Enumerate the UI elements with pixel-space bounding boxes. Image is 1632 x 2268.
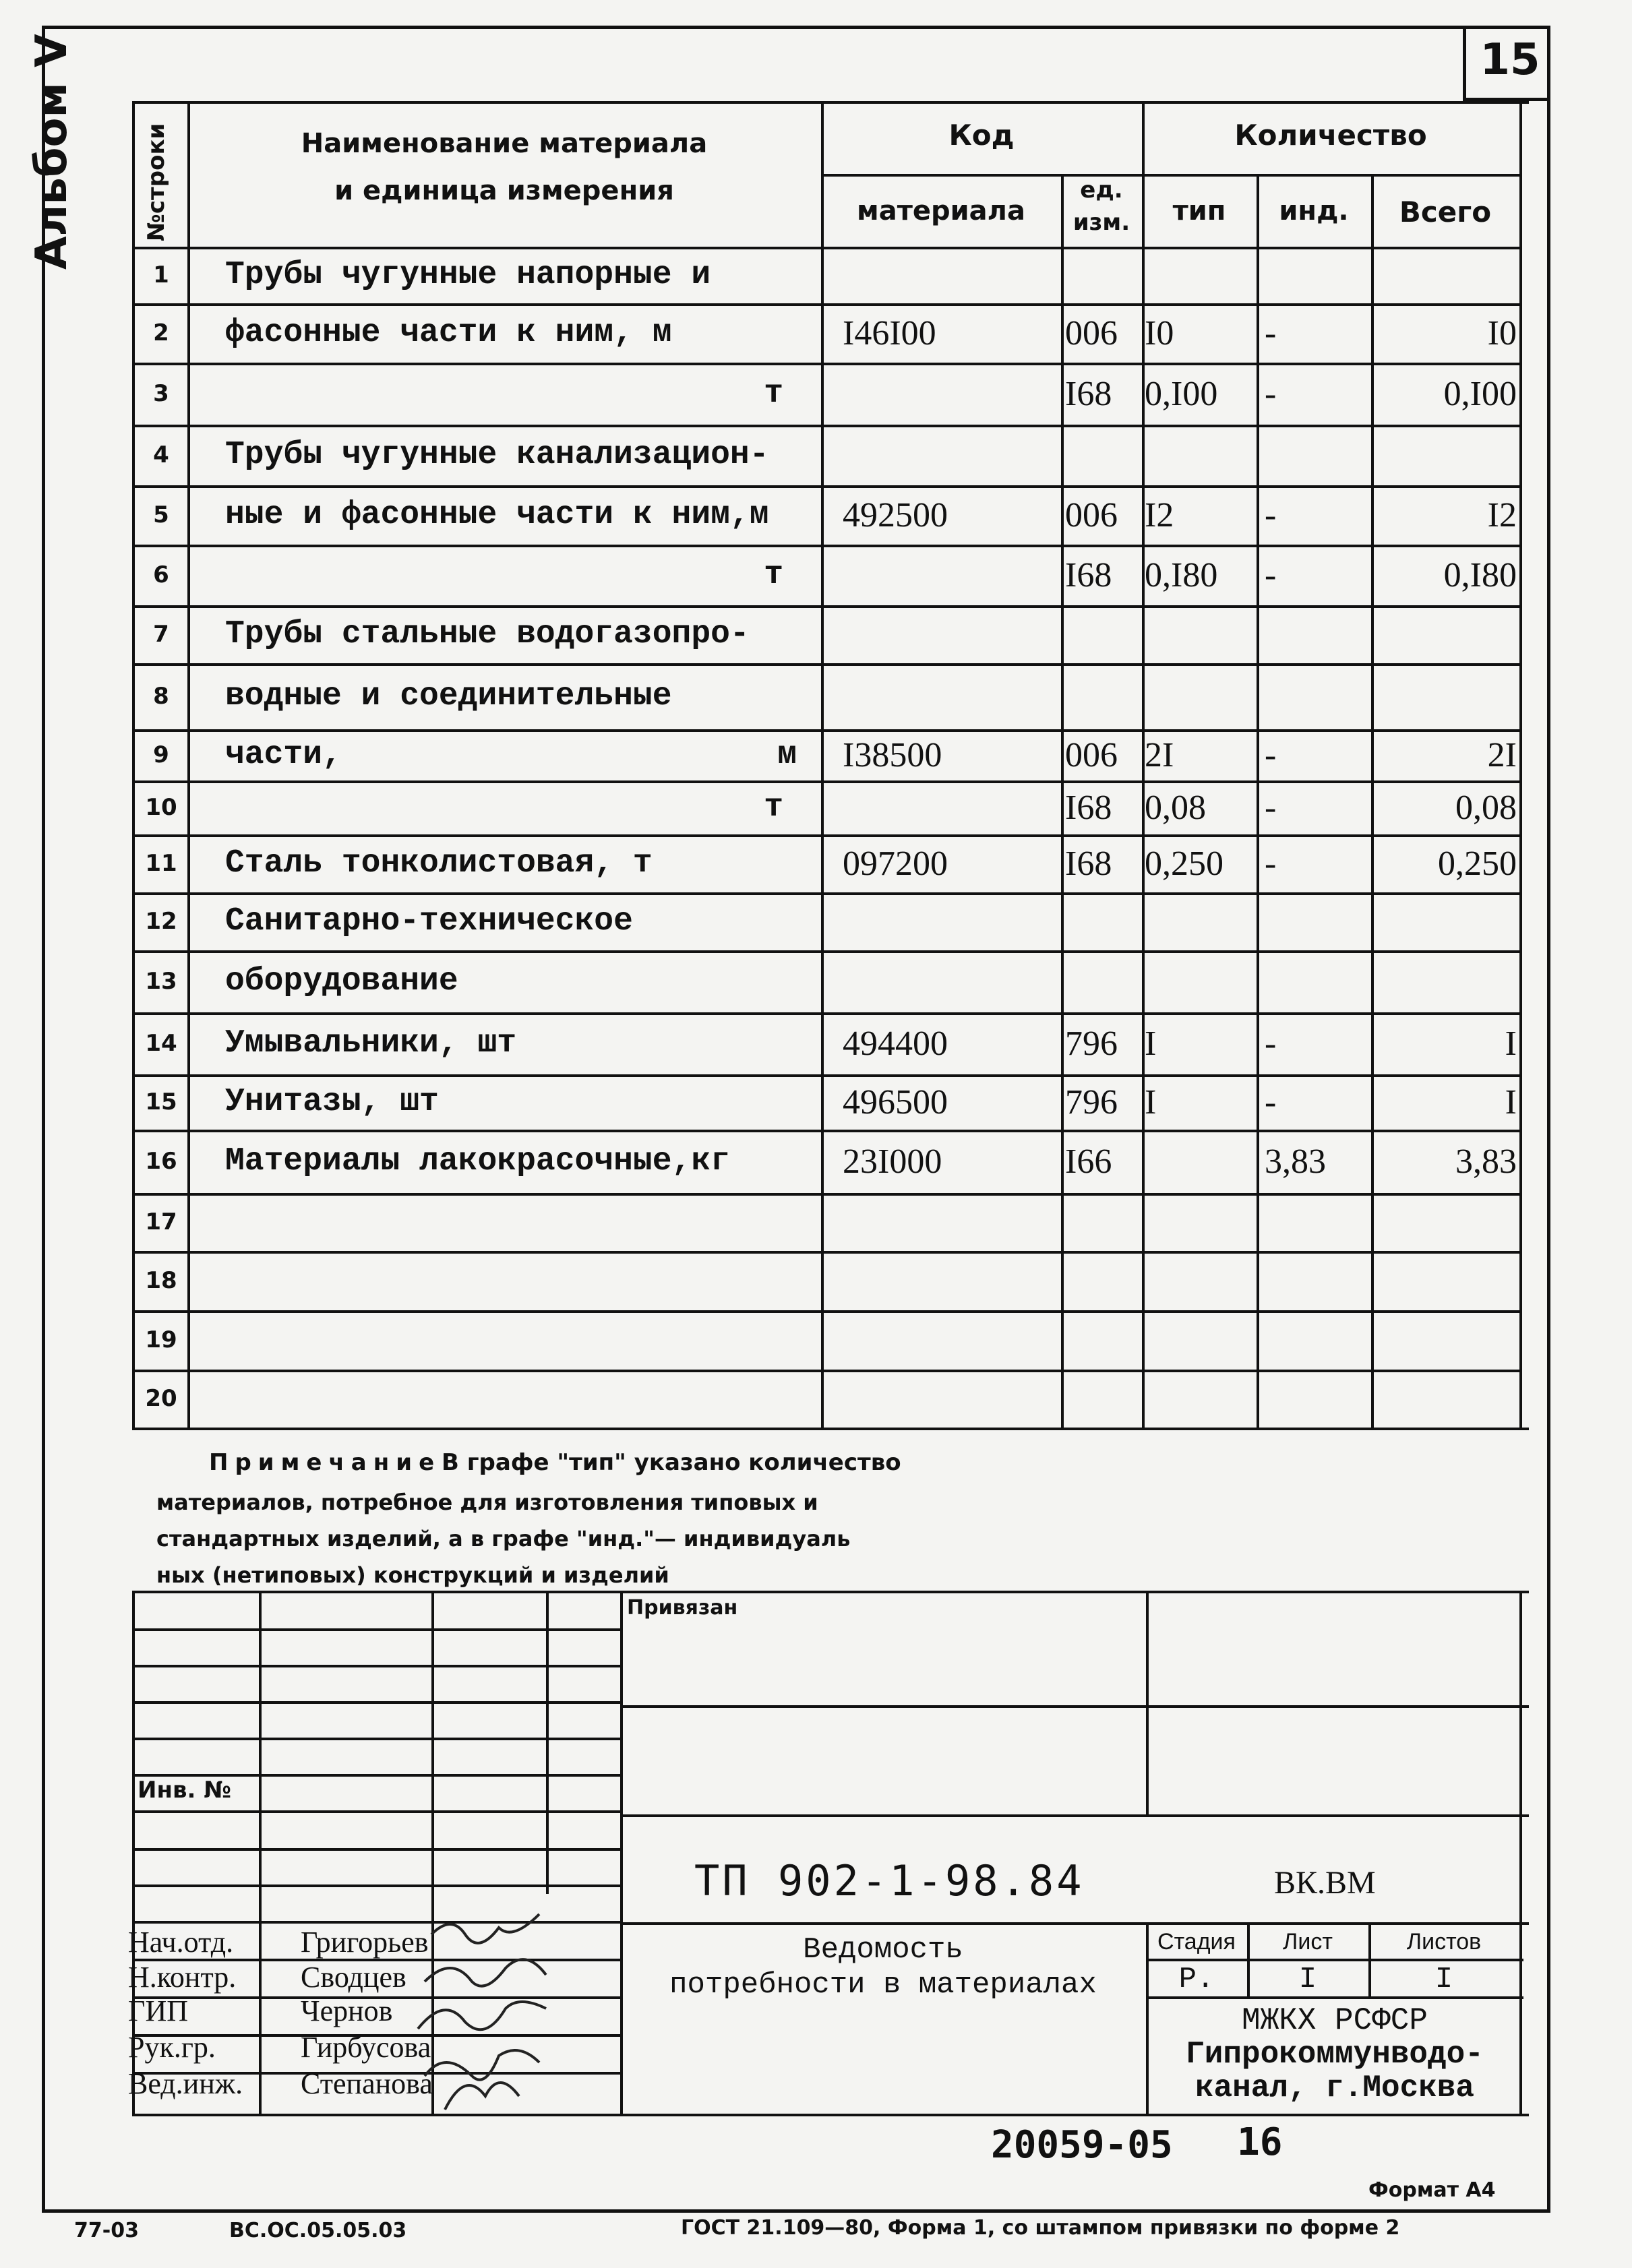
note-line3: стандартных изделий, а в графе "инд."— индивидуаль <box>156 1526 851 1552</box>
unit-code: I66 <box>1065 1142 1112 1181</box>
material-name: ные и фасонные части к ним,м <box>225 497 769 533</box>
qty-type <box>1145 950 1257 1012</box>
material-name: Унитазы, шт <box>225 1084 439 1120</box>
qty-total: 3,83 <box>1455 1142 1517 1181</box>
row-number: 15 <box>145 1089 177 1115</box>
header-qty-type: тип <box>1172 195 1226 226</box>
qty-type <box>1145 1370 1257 1428</box>
material-code <box>843 950 1058 1012</box>
qty-type: 2I <box>1145 735 1174 774</box>
material-name: Трубы чугунные напорные и <box>225 257 711 293</box>
qty-ind <box>1259 950 1377 1012</box>
qty-type <box>1145 247 1257 303</box>
qty-total <box>1375 950 1517 1012</box>
note-label: Примечание <box>209 1449 442 1476</box>
document-title-line1: Ведомость <box>803 1933 963 1967</box>
header-code: Код <box>948 119 1015 152</box>
material-name: т <box>764 375 783 412</box>
material-code: I38500 <box>843 735 942 774</box>
qty-ind: - <box>1265 495 1277 534</box>
row-number: 14 <box>145 1030 177 1057</box>
header-name-line1: Наименование материала <box>301 128 708 159</box>
row-number: 3 <box>153 380 169 407</box>
qty-ind: - <box>1265 374 1277 413</box>
qty-total: I <box>1505 1082 1517 1122</box>
qty-ind <box>1259 1370 1377 1428</box>
signatory-name: Чернов <box>301 1994 393 2027</box>
signatory-role: ГИП <box>128 1994 188 2027</box>
qty-total: 0,250 <box>1438 844 1517 883</box>
row-number: 12 <box>145 908 177 935</box>
qty-type <box>1145 1251 1257 1310</box>
qty-total: I0 <box>1487 313 1517 353</box>
qty-total <box>1375 663 1517 729</box>
signatory-name: Григорьев <box>301 1926 429 1959</box>
qty-total: I <box>1505 1024 1517 1063</box>
unit-code <box>1065 1310 1139 1370</box>
unit-code: I68 <box>1065 788 1112 827</box>
document-code: ТП 902-1-98.84 <box>694 1856 1085 1905</box>
qty-type <box>1145 425 1257 485</box>
archive-page: 16 <box>1237 2120 1283 2164</box>
qty-ind: - <box>1265 735 1277 774</box>
handwritten-signatures <box>404 1907 580 2123</box>
footer-left-2: ВС.ОС.05.05.03 <box>229 2219 407 2242</box>
signatory-name: Степанова <box>301 2067 433 2100</box>
sheets-value: I <box>1434 1963 1453 1996</box>
row-number: 20 <box>145 1385 177 1412</box>
unit-code <box>1065 605 1139 663</box>
document-title-line2: потребности в материалах <box>669 1968 1097 2002</box>
qty-type: I <box>1145 1024 1157 1063</box>
format-label: Формат А4 <box>1368 2178 1496 2202</box>
material-code: 494400 <box>843 1024 948 1063</box>
qty-total: 0,08 <box>1455 788 1517 827</box>
unit-code <box>1065 892 1139 950</box>
material-name: т <box>764 789 783 826</box>
sheets-label: Листов <box>1406 1929 1482 1955</box>
material-code <box>843 1370 1058 1428</box>
document-mark: ВК.ВМ <box>1274 1865 1376 1901</box>
unit-code: 006 <box>1065 735 1118 774</box>
material-code: 097200 <box>843 844 948 883</box>
stage-label: Стадия <box>1157 1929 1236 1955</box>
signatory-role: Рук.гр. <box>128 2031 216 2064</box>
qty-total <box>1375 892 1517 950</box>
header-code-material: материала <box>857 195 1025 226</box>
qty-type: 0,I80 <box>1145 555 1218 594</box>
material-name: Материалы лакокрасочные,кг <box>225 1143 730 1179</box>
qty-total <box>1375 1193 1517 1251</box>
qty-type <box>1145 1310 1257 1370</box>
material-name: Умывальники, шт <box>225 1025 517 1062</box>
unit-code: I68 <box>1065 844 1112 883</box>
qty-type <box>1145 1130 1257 1193</box>
material-code <box>843 425 1058 485</box>
unit-code <box>1065 663 1139 729</box>
row-number: 2 <box>153 319 169 346</box>
unit-code <box>1065 1370 1139 1428</box>
inventory-number-label: Инв. № <box>138 1777 232 1804</box>
material-name <box>190 1251 852 1310</box>
material-name <box>190 1370 852 1428</box>
qty-ind: - <box>1265 555 1277 594</box>
material-code <box>843 892 1058 950</box>
qty-ind <box>1259 247 1377 303</box>
row-number: 13 <box>145 968 177 995</box>
material-code <box>843 605 1058 663</box>
header-code-unit-2: изм. <box>1072 209 1130 236</box>
row-number: 6 <box>153 561 169 588</box>
qty-ind <box>1259 892 1377 950</box>
qty-type <box>1145 892 1257 950</box>
row-number: 11 <box>145 850 177 877</box>
unit-code <box>1065 950 1139 1012</box>
qty-ind <box>1259 1310 1377 1370</box>
material-code <box>843 1310 1058 1370</box>
material-name: части, <box>225 737 342 773</box>
qty-type: I <box>1145 1082 1157 1122</box>
row-number: 19 <box>145 1326 177 1353</box>
footer-right: ГОСТ 21.109—80, Форма 1, со штампом привязки по форме 2 <box>681 2216 1400 2240</box>
sheet-value: I <box>1298 1963 1317 1996</box>
material-name: Трубы чугунные канализацион- <box>225 437 769 473</box>
material-code <box>843 363 1058 425</box>
signatory-role: Нач.отд. <box>128 1926 234 1959</box>
unit-code <box>1065 247 1139 303</box>
qty-ind: - <box>1265 788 1277 827</box>
qty-total <box>1375 425 1517 485</box>
signatory-role: Вед.инж. <box>128 2067 243 2100</box>
row-number: 8 <box>153 683 169 710</box>
qty-total: 2I <box>1487 735 1517 774</box>
signatory-name: Сводцев <box>301 1961 406 1994</box>
organization-line3: канал, г.Москва <box>1195 2071 1475 2106</box>
qty-total <box>1375 1251 1517 1310</box>
unit-code: I68 <box>1065 374 1112 413</box>
organization-line1: МЖКХ РСФСР <box>1241 2003 1428 2038</box>
row-number: 18 <box>145 1267 177 1294</box>
material-name: водные и соединительные <box>225 678 672 714</box>
unit-code: 796 <box>1065 1024 1118 1063</box>
qty-ind: - <box>1265 844 1277 883</box>
material-code: 492500 <box>843 495 948 534</box>
qty-ind <box>1259 605 1377 663</box>
header-qty-total: Всего <box>1399 195 1492 228</box>
material-code: 496500 <box>843 1082 948 1122</box>
unit-code: 006 <box>1065 313 1118 353</box>
page-number: 15 <box>1480 35 1540 85</box>
qty-total <box>1375 605 1517 663</box>
header-qty-ind: инд. <box>1279 195 1349 226</box>
qty-ind: - <box>1265 1024 1277 1063</box>
qty-total <box>1375 1370 1517 1428</box>
stage-value: Р. <box>1178 1963 1215 1996</box>
footer-left-1: 77-03 <box>74 2219 139 2242</box>
qty-type: 0,I00 <box>1145 374 1218 413</box>
material-code <box>843 663 1058 729</box>
qty-total: 0,I00 <box>1443 374 1517 413</box>
note-line1: В графе "тип" указано количество <box>442 1449 901 1476</box>
qty-ind <box>1259 1193 1377 1251</box>
qty-type: I0 <box>1145 313 1174 353</box>
material-name: Трубы стальные водогазопро- <box>225 616 750 652</box>
material-code: I46I00 <box>843 313 936 353</box>
note-line2: материалов, потребное для изготовления типовых и <box>156 1490 818 1515</box>
unit-code: 006 <box>1065 495 1118 534</box>
unit-code: 796 <box>1065 1082 1118 1122</box>
qty-ind <box>1259 1251 1377 1310</box>
row-number: 16 <box>145 1148 177 1175</box>
archive-number: 20059-05 <box>991 2123 1173 2167</box>
unit-code <box>1065 425 1139 485</box>
header-name-line2: и единица измерения <box>334 175 674 206</box>
signatory-name: Гирбусова <box>301 2031 431 2064</box>
material-name: фасонные части к ним, м <box>225 315 672 351</box>
attached-label: Привязан <box>627 1596 738 1620</box>
qty-type <box>1145 605 1257 663</box>
material-code <box>843 1251 1058 1310</box>
header-quantity: Количество <box>1234 119 1427 152</box>
qty-type <box>1145 663 1257 729</box>
unit-code <box>1065 1251 1139 1310</box>
row-number: 9 <box>153 741 169 768</box>
row-number: 7 <box>153 621 169 648</box>
material-unit: м <box>777 737 797 773</box>
signatory-role: Н.контр. <box>128 1961 237 1994</box>
qty-ind: - <box>1265 1082 1277 1122</box>
note-line4: ных (нетиповых) конструкций и изделий <box>156 1562 669 1588</box>
material-name: Сталь тонколистовая, т <box>225 845 653 882</box>
qty-type: 0,08 <box>1145 788 1206 827</box>
organization-line2: Гипрокоммунводо- <box>1186 2037 1484 2072</box>
qty-total <box>1375 1310 1517 1370</box>
qty-type: 0,250 <box>1145 844 1223 883</box>
qty-total: 0,I80 <box>1443 555 1517 594</box>
row-number: 10 <box>145 794 177 821</box>
material-code: 23I000 <box>843 1142 942 1181</box>
material-code <box>843 247 1058 303</box>
row-number: 5 <box>153 501 169 528</box>
qty-total: I2 <box>1487 495 1517 534</box>
qty-total <box>1375 247 1517 303</box>
sheet-label: Лист <box>1283 1929 1333 1955</box>
material-name <box>190 1193 852 1251</box>
qty-ind <box>1259 663 1377 729</box>
row-number: 1 <box>153 262 169 288</box>
qty-type <box>1145 1193 1257 1251</box>
material-name: оборудование <box>225 963 458 1000</box>
material-name: Санитарно-техническое <box>225 903 633 940</box>
album-label: Альбом V <box>27 34 77 270</box>
row-number: 17 <box>145 1208 177 1235</box>
unit-code <box>1065 1193 1139 1251</box>
header-row-no: №строки <box>143 123 170 241</box>
row-number: 4 <box>153 441 169 468</box>
unit-code: I68 <box>1065 555 1112 594</box>
qty-ind: 3,83 <box>1265 1142 1326 1181</box>
header-code-unit-1: ед. <box>1080 177 1123 204</box>
material-code <box>843 545 1058 605</box>
material-name: т <box>764 557 783 593</box>
qty-type: I2 <box>1145 495 1174 534</box>
qty-ind <box>1259 425 1377 485</box>
material-code <box>843 780 1058 834</box>
material-name <box>190 1310 852 1370</box>
material-code <box>843 1193 1058 1251</box>
qty-ind: - <box>1265 313 1277 353</box>
